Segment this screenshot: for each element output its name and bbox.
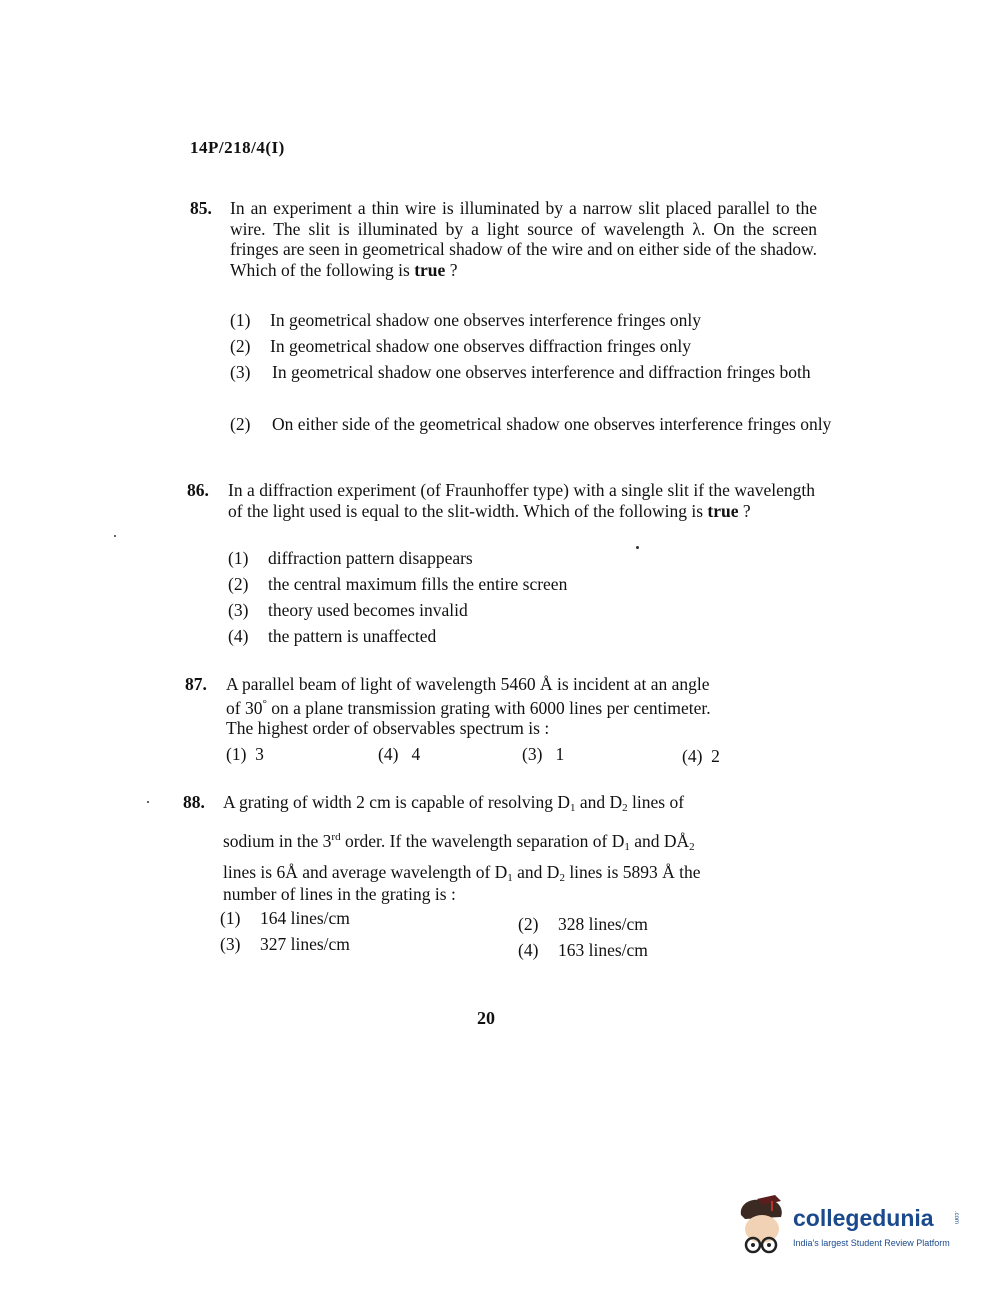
option: (1) 3 <box>226 744 264 764</box>
option: (4) 163 lines/cm <box>518 940 648 960</box>
option: (4) 2 <box>682 746 720 766</box>
option: (1) diffraction pattern disappears <box>228 548 473 568</box>
logo-wordmark: collegedunia <box>793 1205 934 1231</box>
option: (4) the pattern is unaffected <box>228 626 437 646</box>
logo-tagline: India's largest Student Review Platform <box>793 1238 950 1248</box>
question-number: 85. <box>190 198 212 218</box>
option: (3) 327 lines/cm <box>220 934 350 954</box>
question-number: 87. <box>185 674 207 694</box>
question-number: 86. <box>187 480 209 500</box>
scan-speck <box>636 546 639 549</box>
option: (3) 1 <box>522 744 565 764</box>
mascot-icon <box>735 1195 793 1257</box>
option: (2) the central maximum fills the entire screen <box>228 574 568 594</box>
scan-speck <box>114 535 116 537</box>
option: (4) 4 <box>378 744 421 764</box>
scan-speck <box>147 801 149 803</box>
option: (3) theory used becomes invalid <box>228 600 468 620</box>
option: (1) 164 lines/cm <box>220 908 350 928</box>
question-text: A parallel beam of light of wavelength 5460 Å is incident at an angle of 30° on a plane transmission grating with 6000 lines per centimeter. The highest order of observables spectrum is : <box>226 674 711 738</box>
option: (2) 328 lines/cm <box>518 914 648 934</box>
option: (2) In geometrical shadow one observes diffraction fringes only <box>230 336 692 356</box>
exam-page: 14P/218/4(I) 85. In an experiment a thin wire is illuminated by a narrow slit placed parallel to the wire. The slit is illuminated by a light source of wavelength λ. On the screen fringes are seen in geometrical shadow of the wire and on either side of the shadow. Which of the following is true ? (1) In geometrical shadow one observes interference fringes only (2) In geometrical shadow one observes diffraction fringes only (3) In geometrical shadow one observes interference and diffraction fringes both (2) On either side of the geometrical shadow one observes interference fringes only 86. In a diffraction experiment (of Fraunhoffer type) with a single slit if the wavelength of the light used is equal to the slit-width. Which of the following is true ? (1) diffraction pattern disappears (2) the central maximum fills the entire screen (3) theory used becomes invalid (4) the pattern is unaffected 87. A parallel beam of light of wavelength 5460 Å is incident at an angle of 30° on a plane transmission grating with 6000 lines per centimeter. The highest order of observables spectrum is : (1) 3 (4) 4 (3) 1 (4) 2 88. A grating of width 2 cm is capable of resolving $D_1$ and $D_2$ lines of sodium in the 3rd order. If the wavelength separation of $D_1$ and $DÅ_2$ lines is 6Å and average wavelength of $D_1$ and $D_2$ lines is 5893 Å the number of lines in the grating is : (1) 164 lines/cm (2) 328 lines/cm (3) 327 lines/cm (4) 163 lines/cm 20 collegedunia .com India's largest Student Review Platform <box>0 0 993 1303</box>
question-text: In a diffraction experiment (of Fraunhoffer type) with a single slit if the wavelength of the light used is equal to the slit-width. Which of the following is true ? <box>228 480 815 521</box>
question-number: 88. <box>183 792 205 812</box>
collegedunia-logo <box>735 1195 965 1265</box>
question-text: In an experiment a thin wire is illuminated by a narrow slit placed parallel to the wire. The slit is illuminated by a light source of wavelength λ. On the screen fringes are seen in geometrical shadow of the wire and on either side of the shadow. Which of the following is true ? <box>230 198 817 280</box>
logo-suffix: .com <box>953 1211 959 1225</box>
page-number: 20 <box>477 1008 495 1028</box>
option: (1) In geometrical shadow one observes interference fringes only <box>230 310 702 330</box>
paper-code: 14P/218/4(I) <box>190 138 285 157</box>
